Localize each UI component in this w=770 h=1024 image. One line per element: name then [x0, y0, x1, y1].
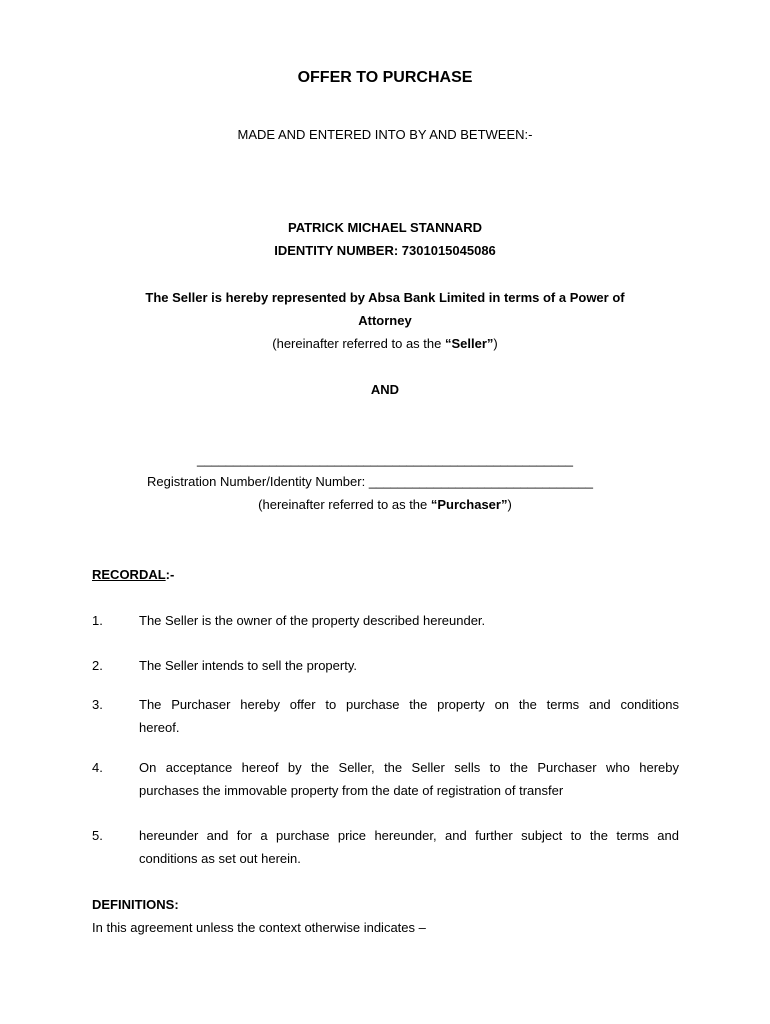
- recordal-item-line1: The Purchaser hereby offer to purchase the property on the terms and conditions: [139, 697, 679, 712]
- recordal-heading: [92, 567, 174, 583]
- recordal-item-line2: conditions as set out herein.: [139, 851, 301, 866]
- seller-representation-line1: The Seller is hereby represented by Absa Bank Limited in terms of a Power of: [145, 290, 625, 305]
- purchaser-referred-suffix: ): [507, 497, 512, 512]
- recordal-item-text: The Seller intends to sell the property.: [139, 658, 357, 673]
- recordal-heading-suffix: :-: [165, 567, 175, 582]
- recordal-item-text: [139, 824, 679, 870]
- seller-identity: IDENTITY NUMBER: 7301015045086: [274, 243, 496, 258]
- definitions-intro: In this agreement unless the context otherwise indicates –: [92, 920, 426, 935]
- recordal-item-line1: On acceptance hereof by the Seller, the Seller sells to the Purchaser who hereby: [139, 760, 679, 775]
- document-title: OFFER TO PURCHASE: [297, 69, 473, 86]
- recordal-item-text: [139, 756, 679, 802]
- recordal-item-number: 3.: [92, 697, 103, 712]
- recordal-item-number: 5.: [92, 828, 103, 843]
- purchaser-referred-line: [0, 497, 770, 513]
- seller-referred-term: “Seller”: [444, 336, 494, 351]
- recordal-item-line2: hereof.: [139, 720, 180, 735]
- recordal-heading-text: RECORDAL: [92, 567, 166, 582]
- recordal-item-number: 1.: [92, 613, 103, 628]
- recordal-item-line2: purchases the immovable property from the date of registration of transfer: [139, 783, 564, 798]
- purchaser-registration-line: [147, 474, 593, 490]
- seller-name: PATRICK MICHAEL STANNARD: [287, 220, 483, 235]
- recordal-item-number: 2.: [92, 658, 103, 673]
- seller-referred-suffix: ): [493, 336, 498, 351]
- seller-referred-line: [0, 336, 770, 352]
- purchaser-referred-prefix: (hereinafter referred to as the: [258, 497, 431, 512]
- purchaser-registration-label: Registration Number/Identity Number:: [147, 474, 369, 489]
- purchaser-registration-blank: _______________________________: [368, 474, 593, 489]
- recordal-item-text: [139, 693, 679, 739]
- seller-representation-line2: Attorney: [358, 313, 412, 328]
- and-label: AND: [370, 382, 400, 397]
- recordal-item-line1: hereunder and for a purchase price hereunder, and further subject to the terms and: [139, 828, 679, 843]
- definitions-heading: DEFINITIONS:: [92, 897, 179, 912]
- purchaser-referred-term: “Purchaser”: [430, 497, 508, 512]
- seller-referred-prefix: (hereinafter referred to as the: [272, 336, 445, 351]
- purchaser-name-blank: ____________________________________________________: [197, 452, 573, 467]
- document-subtitle: MADE AND ENTERED INTO BY AND BETWEEN:-: [237, 127, 533, 142]
- recordal-item-text: The Seller is the owner of the property described hereunder.: [139, 613, 486, 628]
- recordal-item-number: 4.: [92, 760, 103, 775]
